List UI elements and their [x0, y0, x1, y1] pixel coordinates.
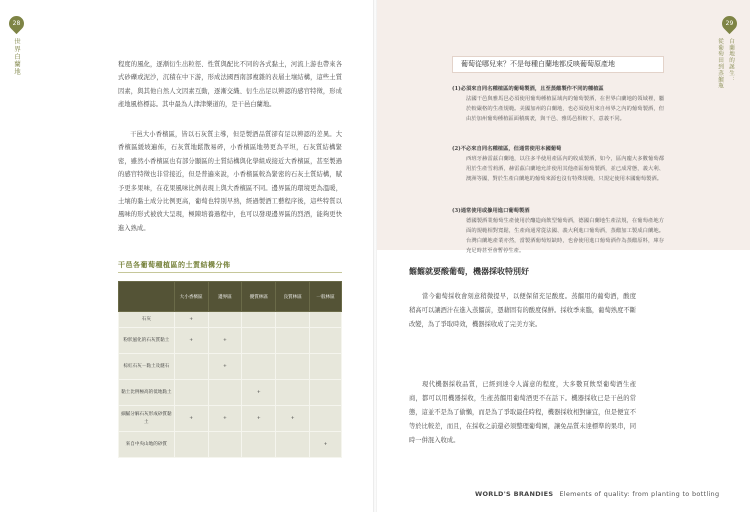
table-row	[119, 406, 342, 432]
table-cell-mark	[276, 328, 310, 354]
box-question-banner: 葡萄從哪兒來？不是每種白蘭地都反映葡萄原產地	[452, 56, 664, 73]
right-page-number: 29	[725, 20, 734, 27]
book-gutter	[373, 0, 377, 512]
table-cell-mark: +	[208, 328, 242, 354]
table-cell-mark	[208, 312, 242, 328]
section-heading: 餾餾就要酸葡萄，機器採收特別好	[409, 266, 529, 276]
left-paragraph-2: 干邑大小香檳區，皆以石灰質主導，但是製酒品質卻有足以辨認的差異。大香檳區緩坡遍佈，石灰質地鬆散易碎，小香檳區地勢更為平坦，石灰質結構緊密，雖然小香檳區也有部分顯區的土質結構與化學組成接近大香檳區，甚至製過的感官特徵也非常接近，但是普遍來說，小香檳區較為緊密的石灰土質結構，賦予更多果味，在花果風味比例表現上與大香檳區不同。邊界區的環境更為溫暖，土壤的黏土成分比例更高，葡萄也特別早熟，經過製酒工藝程序後，這些特質以風味的形式被放大呈現，極陳培養過程中，也可以發現邊界區的烈酒，能夠更快進入熟成。	[118, 131, 342, 232]
table-title-rule	[118, 272, 342, 273]
table-row	[119, 380, 342, 406]
table-row	[119, 312, 342, 328]
table-cell-mark	[242, 432, 276, 458]
box-item-text: 德國製酒業葡萄生產使用於釀造商飲型葡萄酒，德國白蘭地生產法規，在葡萄產地方面的規範相對寬鬆，生產商通常從法國、義大利進口葡萄酒，蒸餾加工製成白蘭地。台灣白蘭地產業亦然，當製酒葡萄短缺時，也會使用進口葡萄酒作為蒸餾原料，庫存充足時甚至會暫停生產。	[466, 218, 664, 254]
table-cell-mark: +	[208, 406, 242, 432]
table-cell-mark	[310, 354, 342, 380]
right-paragraph-1: 當今葡萄採收會刻意稍微提早，以便保留充足酸度。蒸餾用的葡萄酒，酸度稍高可以讓酒汁在進入蒸餾前，憑藉固有的酸度保鮮。採收季來臨，葡萄熟度不斷改變，為了爭取時效，機器採收成了完美方案。	[409, 293, 636, 328]
table-header-cell: 良質林區	[276, 282, 310, 312]
table-row-label: 粉狀風化的石灰質黏土	[119, 328, 175, 354]
box-item	[452, 84, 664, 124]
table-header-cell: 一般林區	[310, 282, 342, 312]
box-item-text: 法國干邑與雅馬邑必須使用葡萄種植區域內的葡萄製酒，在世界白蘭地的領域裡，屬於較嚴格的生產規範。美國加州的白蘭地，也必須使用來自州界之內的葡萄製酒，但由於加州葡萄種植區面積廣袤，與干邑、雅馬邑相較下，意義不同。	[466, 96, 664, 122]
right-paragraph-2: 現代機器採收品質，已經到達令人滿意的程度，大多數頁飲型葡萄酒生產商，都可以用機器採收，生產蒸餾用葡萄酒更不在話下。機器採收已是干邑的常態，這並不是為了偷懶，而是為了爭取最佳時程，機器採收相對廉宜，但是便宜不等於比較差，而且，在採收之前還必須整理葡萄園，讓免品質未達標準的果串，同時一併混入收成。	[409, 381, 636, 444]
table-cell-mark	[208, 380, 242, 406]
table-row	[119, 328, 342, 354]
box-item-heading: (3)通常使用或摻用進口葡萄製酒	[452, 208, 530, 214]
table-cell-mark	[276, 432, 310, 458]
table-cell-mark	[310, 380, 342, 406]
table-row-label: 棕紅石灰－黏土及燧石	[119, 354, 175, 380]
table-cell-mark: +	[174, 406, 208, 432]
table-cell-mark	[276, 312, 310, 328]
table-cell-mark	[242, 354, 276, 380]
left-page-number: 28	[12, 20, 21, 27]
box-item-heading: (2)不必來自同名種植區，但通常使用本國葡萄	[452, 146, 562, 152]
table-row	[119, 432, 342, 458]
table-cell-mark	[208, 432, 242, 458]
table-cell-mark	[276, 354, 310, 380]
box-item-heading: (1)必須來自同名種植區的葡萄製酒，且至蒸餾製作不同的種植區	[452, 86, 604, 92]
left-sidebar-label: 世界白蘭地	[13, 38, 21, 76]
table-cell-mark	[310, 328, 342, 354]
left-paragraph-1: 程度的風化，逐漸衍生出粒徑、性質與配比不同的各式黏土，河流上游也帶來各式砂礫或泥沙，沉積在中下游，形成法國西南部複雜的表層土壤結構，這些土質因素，與其他自然人文因素互動，逐漸交織、衍生出足以辨認的感官特徵，形成產地風格標誌。其中最為人津津樂道的，是干邑白蘭地。	[118, 61, 342, 109]
table-cell-mark	[310, 312, 342, 328]
page-number-drop-icon	[6, 13, 27, 34]
table-row-label: 石灰	[119, 312, 175, 328]
table-row-label: 黏土比例極高的低地黏土	[119, 380, 175, 406]
table-cell-mark	[242, 312, 276, 328]
table-cell-mark	[242, 328, 276, 354]
table-cell-mark	[174, 432, 208, 458]
table-header-row	[119, 282, 342, 312]
table-cell-mark: +	[174, 328, 208, 354]
table-cell-mark	[276, 380, 310, 406]
table-cell-mark	[174, 354, 208, 380]
box-item	[452, 206, 664, 256]
right-sidebar-label-1: 白蘭地的誕生：	[728, 38, 734, 83]
table-cell-mark: +	[276, 406, 310, 432]
footer-subtitle: Elements of quality: from planting to bottling	[559, 490, 720, 498]
table-cell-mark: +	[174, 312, 208, 328]
table-cell-mark: +	[310, 432, 342, 458]
table-header-cell: 優質林區	[242, 282, 276, 312]
table-header-cell	[119, 282, 175, 312]
table-cell-mark	[310, 406, 342, 432]
table-cell-mark: +	[208, 354, 242, 380]
table-title: 干邑各葡萄種植區的土質結構分佈	[118, 261, 231, 269]
right-sidebar-label-2: 從葡萄田到蒸餾瓶	[717, 38, 723, 90]
footer-brand: WORLD'S BRANDIES	[475, 490, 554, 498]
table-cell-mark: +	[242, 406, 276, 432]
table-cell-mark: +	[242, 380, 276, 406]
soil-table	[118, 281, 342, 458]
table-header-cell: 大小香檳區	[174, 282, 208, 312]
table-header-cell: 邊界區	[208, 282, 242, 312]
table-row-label: 細膩分解石灰形成砂質黏土	[119, 406, 175, 432]
table-row	[119, 354, 342, 380]
box-item	[452, 144, 664, 184]
page-footer	[475, 490, 719, 498]
page-number-drop-icon	[719, 13, 740, 34]
box-item-text: 西班牙赫雷茲白蘭地，以往多半使用產區內的收成製酒，如今，區內龐大多數葡萄都用於生產雪莉酒，赫雷茲白蘭地允許使用其他產區葡萄製酒，並已成常態，義大利、澳洲等國，對於生產白蘭地的葡萄來源也沒有特殊規範，只規定使用本國葡萄製酒。	[466, 156, 664, 182]
table-cell-mark	[174, 380, 208, 406]
table-row-label: 來自中央山地的砂質	[119, 432, 175, 458]
